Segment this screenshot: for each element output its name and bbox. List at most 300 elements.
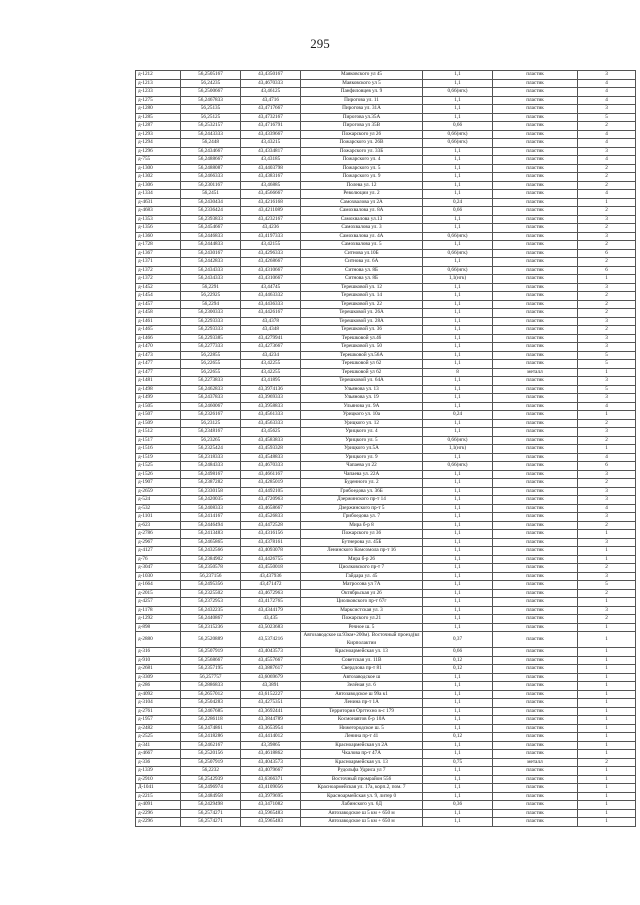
table-row [136,767,636,776]
address-cell: Терешковой ул. 28А [301,317,423,326]
latitude-cell: 56,2432235 [181,606,241,615]
latitude-cell: 56,2448 [181,139,241,148]
longitude-cell: 43,43185 [241,156,301,165]
container-count-cell: 2 [578,292,636,301]
material-cell: пластик [493,598,578,607]
table-row [136,385,636,394]
material-cell: пластик [493,479,578,488]
table-row [136,105,636,114]
site-id-cell: д-4127 [136,547,181,556]
address-cell: Красноармейская ул 2А [301,741,423,750]
latitude-cell: 56,2460067 [181,402,241,411]
table-row [136,436,636,445]
site-id-cell: д-4091 [136,801,181,810]
latitude-cell: 56,2520156 [181,750,241,759]
longitude-cell: 43,5374216 [241,632,301,648]
latitude-cell: 56,2440867 [181,615,241,624]
container-count-cell: 1 [578,741,636,750]
latitude-cell: 56,2496974 [181,784,241,793]
material-cell: пластик [493,504,578,513]
container-count-cell: 3 [578,470,636,479]
volume-cell: 1,1 [423,292,493,301]
material-cell: пластик [493,360,578,369]
site-id-cell: д-1664 [136,581,181,590]
material-cell: пластик [493,445,578,454]
container-count-cell: 1 [578,767,636,776]
longitude-cell: 43,4732167 [241,113,301,122]
latitude-cell: 56,2293333 [181,317,241,326]
volume-cell: 1,1 [423,479,493,488]
latitude-cell: 56,257757 [181,673,241,682]
material-cell: пластик [493,411,578,420]
longitude-cell: 43,4563333 [241,419,301,428]
longitude-cell: 43,4561333 [241,411,301,420]
table-row [136,530,636,539]
site-id-cell: д-1481 [136,377,181,386]
site-id-cell: д-1353 [136,215,181,224]
material-cell: пластик [493,792,578,801]
material-cell: пластик [493,207,578,216]
longitude-cell: 43,437936 [241,572,301,581]
container-count-cell: 2 [578,521,636,530]
volume-cell: 0,36 [423,801,493,810]
volume-cell: 0,66(нгк) [423,266,493,275]
material-cell: пластик [493,71,578,80]
site-id-cell: д-2525 [136,733,181,742]
longitude-cell: 43,42255 [241,368,301,377]
material-cell: пластик [493,130,578,139]
site-id-cell: д-1367 [136,249,181,258]
material-cell: пластик [493,402,578,411]
table-row [136,581,636,590]
address-cell: Ульянова ул. 13 [301,385,423,394]
volume-cell: 1,1 [423,402,493,411]
volume-cell: 1,1 [423,470,493,479]
container-count-cell: 3 [578,572,636,581]
longitude-cell: 43,4339667 [241,130,301,139]
volume-cell: 1,1 [423,606,493,615]
container-count-cell: 4 [578,402,636,411]
site-id-cell: д-1302 [136,173,181,182]
address-cell: Грибоедова ул. 36Б [301,487,423,496]
latitude-cell: 56,2326167 [181,411,241,420]
container-count-cell: 5 [578,385,636,394]
table-row [136,275,636,284]
latitude-cell: 56,2293333 [181,326,241,335]
container-count-cell: 3 [578,428,636,437]
latitude-cell: 56,2500667 [181,88,241,97]
table-row [136,470,636,479]
longitude-cell: 43,4197333 [241,232,301,241]
volume-cell: 1,1 [423,572,493,581]
address-cell: Пирогова ул 35В [301,122,423,131]
volume-cell: 1,1 [423,547,493,556]
address-cell: Терешковой ул.56А [301,351,423,360]
volume-cell: 1,1 [423,699,493,708]
volume-cell: 1,1 [423,394,493,403]
site-id-cell: д-1371 [136,258,181,267]
address-cell: Панфиловцев ул. 9 [301,88,423,97]
material-cell: пластик [493,470,578,479]
site-id-cell: д-2681 [136,665,181,674]
latitude-cell: 56,2568667 [181,656,241,665]
latitude-cell: 56,2429498 [181,801,241,810]
address-cell: Терешковой ул. 12 [301,283,423,292]
material-cell: пластик [493,224,578,233]
table-row [136,564,636,573]
container-count-cell: 2 [578,181,636,190]
table-row [136,750,636,759]
longitude-cell: 43,4548833 [241,453,301,462]
container-count-cell: 1 [578,530,636,539]
longitude-cell: 43,4334817 [241,147,301,156]
site-id-cell: д-1477 [136,360,181,369]
volume-cell: 1,1 [423,623,493,632]
address-cell: Пожарского ул. 26В [301,139,423,148]
site-id-cell: д-4683 [136,207,181,216]
table-row [136,207,636,216]
container-count-cell: 1 [578,809,636,818]
longitude-cell: 43,4426167 [241,309,301,318]
table-row [136,190,636,199]
latitude-cell: 56,2443333 [181,130,241,139]
volume-cell: 1,1 [423,707,493,716]
volume-cell: 0,37 [423,632,493,648]
site-id-cell: д-1296 [136,147,181,156]
latitude-cell: 56,2291 [181,283,241,292]
material-cell: пластик [493,173,578,182]
site-id-cell: д-1499 [136,394,181,403]
volume-cell: 1,1 [423,775,493,784]
address-cell: Пожарского ул 26 [301,130,423,139]
container-count-cell: 3 [578,343,636,352]
volume-cell: 8 [423,368,493,377]
address-cell: Автозаводское ш 5 км + 650 м [301,818,423,827]
address-cell: Циолковского пр-т 7 [301,564,423,573]
latitude-cell: 56,2300333 [181,309,241,318]
volume-cell: 1,1 [423,453,493,462]
container-count-cell: 3 [578,215,636,224]
table-row [136,173,636,182]
container-count-cell: 1 [578,707,636,716]
material-cell: пластик [493,241,578,250]
longitude-cell: 43,4492105 [241,487,301,496]
site-id-cell: д-1339 [136,767,181,776]
volume-cell: 1,1 [423,224,493,233]
table-row [136,462,636,471]
site-id-cell: д-1292 [136,615,181,624]
material-cell: пластик [493,258,578,267]
longitude-cell: 43,3653954 [241,724,301,733]
latitude-cell: 56,2451 [181,190,241,199]
container-count-cell: 2 [578,164,636,173]
material-cell: пластик [493,292,578,301]
table-row [136,648,636,657]
address-cell: Свердлова пр-т 81 [301,665,423,674]
longitude-cell: 43,4216168 [241,198,301,207]
latitude-cell: 56,2532157 [181,122,241,131]
volume-cell: 1,1 [423,215,493,224]
address-cell: Бутнерова ул. 45Б [301,538,423,547]
site-id-cell: д-4257 [136,598,181,607]
longitude-cell: 43,4670333 [241,462,301,471]
latitude-cell: 56,2495356 [181,581,241,590]
material-cell: пластик [493,266,578,275]
latitude-cell: 56,2418286 [181,733,241,742]
container-count-cell: 1 [578,198,636,207]
latitude-cell: 56,2465865 [181,538,241,547]
site-id-cell: д-2967 [136,538,181,547]
volume-cell: 0,66 [423,207,493,216]
volume-cell: 1,1 [423,317,493,326]
volume-cell: 1,1 [423,326,493,335]
address-cell: Буденного ул. 2 [301,479,423,488]
site-id-cell: д-1507 [136,411,181,420]
material-cell: пластик [493,606,578,615]
table-row [136,232,636,241]
material-cell: пластик [493,198,578,207]
latitude-cell: 56,2430434 [181,198,241,207]
container-count-cell: 1 [578,801,636,810]
address-cell: Терешковой ул.46 [301,334,423,343]
site-id-cell: д-1519 [136,453,181,462]
table-row [136,758,636,767]
material-cell: пластик [493,232,578,241]
address-cell: Пожарского ул. 5 [301,164,423,173]
container-count-cell: 3 [578,377,636,386]
material-cell: пластик [493,309,578,318]
longitude-cell: 43,4661167 [241,470,301,479]
container-count-cell: 1 [578,818,636,827]
table-row [136,741,636,750]
address-cell: Автозаводское ш 5 км + 650 м [301,809,423,818]
table-row [136,156,636,165]
container-count-cell: 1 [578,792,636,801]
volume-cell: 0,66 [423,648,493,657]
longitude-cell: 43,6152227 [241,690,301,699]
container-count-cell: 5 [578,351,636,360]
container-count-cell: 1 [578,784,636,793]
material-cell: пластик [493,656,578,665]
container-count-cell: 1 [578,411,636,420]
table-row [136,283,636,292]
longitude-cell: 43,4348 [241,326,301,335]
volume-cell: 0,12 [423,733,493,742]
site-id-cell: д-1525 [136,462,181,471]
volume-cell: 1,1 [423,792,493,801]
table-row [136,419,636,428]
volume-cell: 1,1 [423,113,493,122]
volume-cell: 0,66(нгк) [423,232,493,241]
material-cell: пластик [493,690,578,699]
address-cell: Терешковой ул. 14 [301,292,423,301]
site-id-cell: д-4092 [136,690,181,699]
site-id-cell: д-1372 [136,275,181,284]
site-id-cell: д-2482 [136,724,181,733]
material-cell: пластик [493,716,578,725]
volume-cell: 0,66(нгк) [423,436,493,445]
table-row [136,113,636,122]
site-id-cell: д-3309 [136,673,181,682]
address-cell: Урицкого ул.5А [301,445,423,454]
latitude-cell: 56,2504283 [181,699,241,708]
material-cell: металл [493,758,578,767]
longitude-cell: 43,4093078 [241,547,301,556]
material-cell: пластик [493,818,578,827]
material-cell: пластик [493,632,578,648]
site-id-cell: д-2659 [136,487,181,496]
longitude-cell: 43,4463332 [241,292,301,301]
volume-cell: 1,1 [423,334,493,343]
address-cell: Красноармейская ул. 13 [301,648,423,657]
volume-cell: 1,1 [423,181,493,190]
latitude-cell: 56,2315236 [181,623,241,632]
latitude-cell: 56,2232 [181,767,241,776]
container-count-cell: 3 [578,334,636,343]
volume-cell: 1,1(нгк) [423,275,493,284]
table-row [136,606,636,615]
material-cell: пластик [493,589,578,598]
address-cell: Самохвалова ул.13 [301,215,423,224]
longitude-cell: 43,3887617 [241,665,301,674]
latitude-cell: 56,2454667 [181,224,241,233]
volume-cell: 0,66(нгк) [423,249,493,258]
address-cell: Ульянова ул. 19 [301,394,423,403]
longitude-cell: 43,3692441 [241,707,301,716]
site-id-cell: д-1452 [136,283,181,292]
table-row [136,377,636,386]
site-id-cell: д-755 [136,156,181,165]
container-count-cell: 3 [578,606,636,615]
volume-cell: 0,66(нгк) [423,130,493,139]
longitude-cell: 43,4043573 [241,758,301,767]
latitude-cell: 56,23125 [181,419,241,428]
latitude-cell: 56,2446833 [181,232,241,241]
page-number: 295 [310,36,330,51]
container-count-cell: 5 [578,360,636,369]
container-count-cell: 1 [578,547,636,556]
address-cell: Речное ш. 5 [301,623,423,632]
volume-cell: 1,1 [423,283,493,292]
site-id-cell: д-1454 [136,292,181,301]
table-row [136,623,636,632]
table-row [136,699,636,708]
site-id-cell: д-3047 [136,564,181,573]
longitude-cell: 43,5965483 [241,809,301,818]
volume-cell: 1,1 [423,360,493,369]
material-cell: пластик [493,351,578,360]
address-cell: Дзержинского пр-т 14 [301,496,423,505]
longitude-cell: 43,4426755 [241,555,301,564]
volume-cell: 0,75 [423,758,493,767]
material-cell: пластик [493,496,578,505]
volume-cell: 1,1 [423,564,493,573]
table-row [136,249,636,258]
address-cell: Мира б-р 26 [301,555,423,564]
address-cell: Рудольфа Удриса ул 7 [301,767,423,776]
latitude-cell: 56,2574271 [181,809,241,818]
volume-cell: 1,1 [423,309,493,318]
site-id-cell: д-4631 [136,198,181,207]
longitude-cell: 43,4310667 [241,275,301,284]
address-cell: Ленина пр-т 41 [301,733,423,742]
site-id-cell: д-1030 [136,572,181,581]
material-cell: пластик [493,733,578,742]
container-count-cell: 2 [578,122,636,131]
volume-cell: 1,1 [423,682,493,691]
table-row [136,809,636,818]
volume-cell: 1,1 [423,530,493,539]
site-id-cell: д-1356 [136,224,181,233]
container-count-cell: 2 [578,300,636,309]
latitude-cell: 56,2357195 [181,665,241,674]
container-count-cell: 3 [578,147,636,156]
volume-cell: 1,1 [423,79,493,88]
container-count-cell: 2 [578,436,636,445]
address-cell: Терешковой ул. 26А [301,309,423,318]
site-id-cell: д-1294 [136,139,181,148]
table-row [136,309,636,318]
table-row [136,147,636,156]
site-id-cell: д-623 [136,521,181,530]
address-cell: Советская ул. 11В [301,656,423,665]
material-cell: пластик [493,428,578,437]
latitude-cell: 56,2886833 [181,682,241,691]
site-id-cell: д-1526 [136,470,181,479]
material-cell: пластик [493,623,578,632]
address-cell: Дзержинского пр-т 5 [301,504,423,513]
material-cell: пластик [493,741,578,750]
container-count-cell: 2 [578,479,636,488]
longitude-cell: 43,4296333 [241,249,301,258]
table-row [136,572,636,581]
longitude-cell: 43,46125 [241,88,301,97]
longitude-cell: 43,4716791 [241,122,301,131]
site-id-cell: д-1101 [136,513,181,522]
container-count-cell: 2 [578,241,636,250]
address-cell: Пирогова ул.35А [301,113,423,122]
material-cell: пластик [493,436,578,445]
material-cell: пластик [493,581,578,590]
latitude-cell: 56,2434667 [181,147,241,156]
site-id-cell: д-1505 [136,402,181,411]
latitude-cell: 56,2348167 [181,428,241,437]
site-id-cell: д-2761 [136,707,181,716]
longitude-cell: 43,4526833 [241,513,301,522]
volume-cell: 0,66(нгк) [423,88,493,97]
latitude-cell: 56,2446494 [181,521,241,530]
table-row [136,402,636,411]
material-cell: пластик [493,275,578,284]
longitude-cell: 43,42155 [241,241,301,250]
latitude-cell: 56,2488087 [181,164,241,173]
longitude-cell: 43,4172765 [241,598,301,607]
latitude-cell: 56,2372953 [181,598,241,607]
material-cell: пластик [493,377,578,386]
container-count-cell: 4 [578,156,636,165]
longitude-cell: 43,4310667 [241,266,301,275]
latitude-cell: 56,2507919 [181,648,241,657]
address-cell: Ситнова ул.10Б [301,249,423,258]
volume-cell: 0,66(нгк) [423,462,493,471]
container-count-cell: 3 [578,283,636,292]
volume-cell: 0,12 [423,665,493,674]
material-cell: пластик [493,513,578,522]
site-id-cell: д-1178 [136,606,181,615]
latitude-cell: 56,2325502 [181,589,241,598]
container-count-cell: 2 [578,419,636,428]
material-cell: пластик [493,113,578,122]
